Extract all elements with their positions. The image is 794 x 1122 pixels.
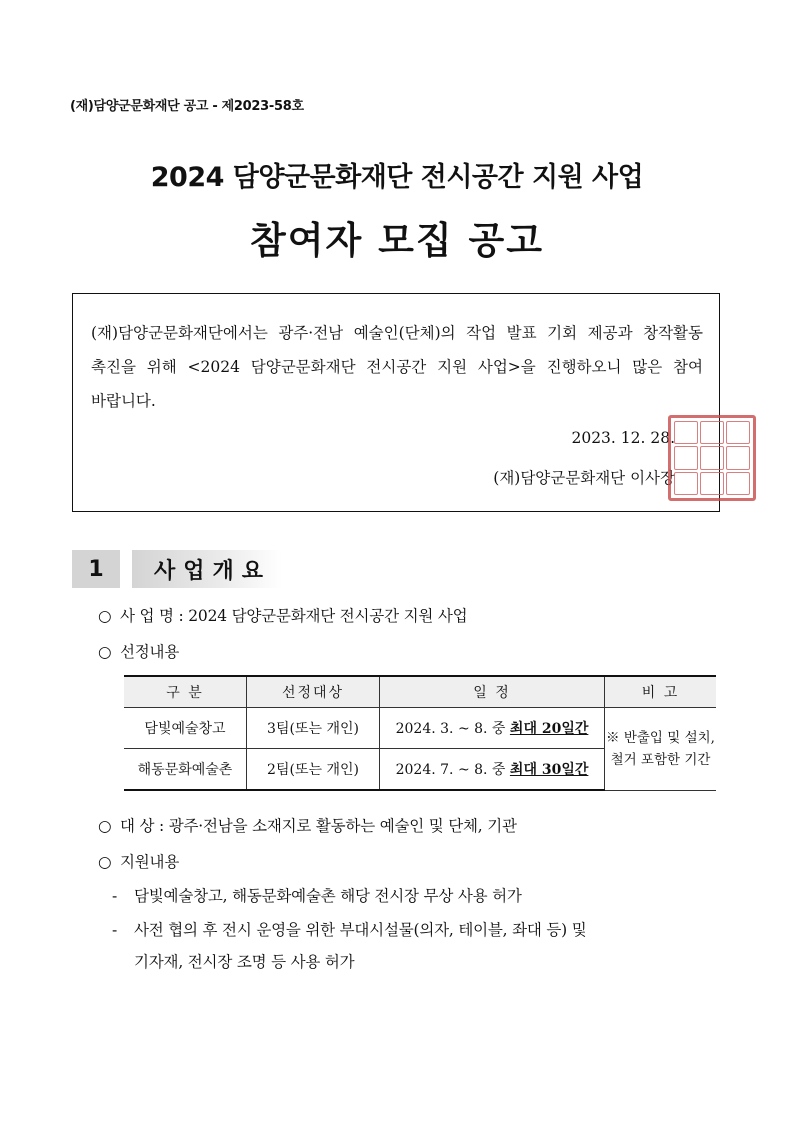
schedule-text: 2024. 3. ~ 8. 중 [395, 721, 510, 737]
section-heading [72, 550, 292, 588]
schedule-cell [380, 708, 605, 749]
section-title: 사업개요 [132, 550, 282, 588]
support-detail-continued [134, 950, 354, 972]
project-name-text: 사 업 명 : 2024 담양군문화재단 전시공간 지원 사업 [120, 607, 468, 625]
selection-table [124, 675, 716, 791]
intro-text: (재)담양군문화재단에서는 광주·전남 예술인(단체)의 작업 발표 기회 제공과 창작활동 촉진을 위해 <2024 담양군문화재단 전시공간 지원 사업>을 진행하오니 많은 참여 바랍니다. [91, 324, 703, 410]
section-number: 1 [72, 550, 120, 588]
support-item [98, 850, 179, 872]
page-subtitle: 참여자 모집 공고 [250, 219, 544, 262]
selection-item [98, 640, 179, 662]
circle-bullet-icon: ○ [98, 817, 112, 835]
support-label: 지원내용 [120, 853, 180, 871]
dash-icon: - [112, 921, 118, 939]
support-detail-text: 기자재, 전시장 조명 등 사용 허가 [134, 953, 355, 971]
support-detail [112, 918, 587, 940]
table-header: 선정대상 [247, 676, 380, 708]
schedule-duration: 최대 20일간 [509, 721, 589, 737]
intro-date: 2023. 12. 28. [571, 429, 675, 447]
table-header: 구 분 [124, 676, 247, 708]
circle-bullet-icon: ○ [98, 643, 112, 661]
circle-bullet-icon: ○ [98, 853, 112, 871]
schedule-text: 2024. 7. ~ 8. 중 [395, 762, 510, 778]
schedule-duration: 최대 30일간 [509, 762, 589, 778]
intro-box [72, 293, 720, 512]
selection-label: 선정내용 [120, 643, 180, 661]
table-header: 비 고 [605, 676, 717, 708]
target-cell: 3팀(또는 개인) [247, 708, 380, 749]
category-cell: 담빛예술창고 [124, 708, 247, 749]
support-detail-text: 담빛예술창고, 해동문화예술촌 해당 전시장 무상 사용 허가 [134, 887, 522, 905]
support-detail [112, 884, 522, 906]
project-name-item [98, 604, 467, 626]
target-text: 대 상 : 광주·전남을 소재지로 활동하는 예술인 및 단체, 기관 [120, 817, 517, 835]
intro-signature: (재)담양군문화재단 이사장 [493, 469, 675, 487]
dash-icon: - [112, 887, 118, 905]
target-item [98, 814, 517, 836]
target-cell: 2팀(또는 개인) [247, 749, 380, 791]
page-title: 2024 담양군문화재단 전시공간 지원 사업 [150, 162, 644, 193]
notice-number: (재)담양군문화재단 공고 - 제2023-58호 [70, 99, 304, 114]
support-detail-text: 사전 협의 후 전시 운영을 위한 부대시설물(의자, 테이블, 좌대 등) 및 [134, 921, 587, 939]
circle-bullet-icon: ○ [98, 607, 112, 625]
table-row [124, 708, 716, 749]
table-header: 일 정 [380, 676, 605, 708]
schedule-cell [380, 749, 605, 791]
table-header-row [124, 676, 716, 708]
note-cell: ※ 반출입 및 설치, 철거 포함한 기간 [605, 708, 717, 791]
category-cell: 해동문화예술촌 [124, 749, 247, 791]
official-seal-icon [668, 415, 756, 501]
